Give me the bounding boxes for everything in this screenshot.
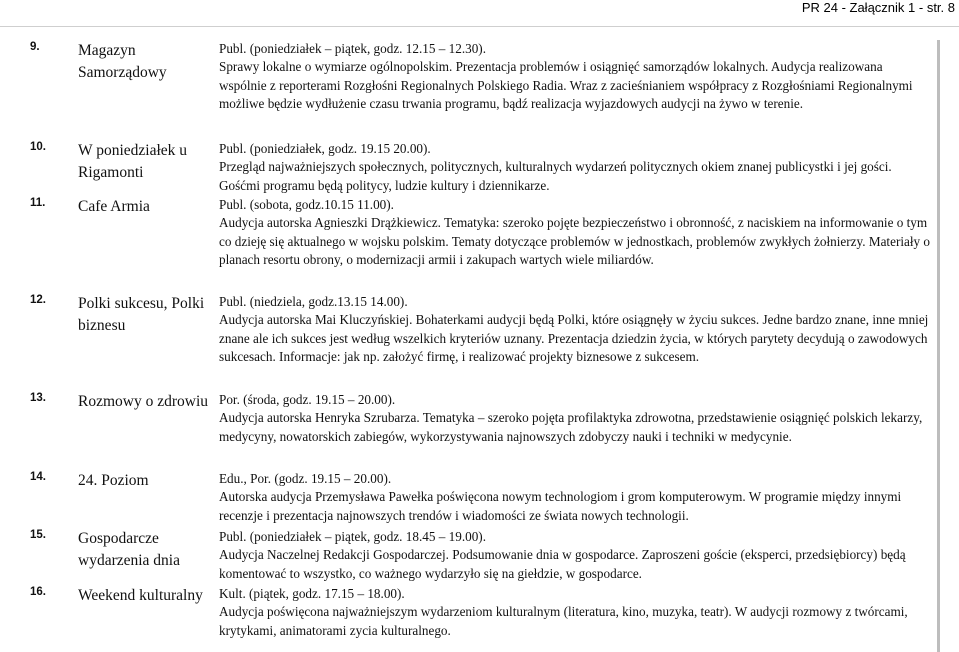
entry-schedule: Publ. (poniedziałek – piątek, godz. 18.45 – 19.00). — [219, 529, 486, 544]
entry-schedule: Publ. (sobota, godz.10.15 11.00). — [219, 197, 394, 212]
entry-schedule: Publ. (poniedziałek – piątek, godz. 12.15 – 12.30). — [219, 41, 486, 56]
entry-body: Sprawy lokalne o wymiarze ogólnopolskim. Prezentacja problemów i osiągnięć samorządów lokalnych. Audycja realizowana wspólnie z reporterami Rozgłośni Regionalnych Polskiego Radia. Wraz z zacieśnianiem współpracy z Rozgłośniami Regionalnymi możliwe będzie wydłużenie czasu trwania programu, bądź realizacja wyjazdowych audycji na żywo w terenie. — [219, 59, 913, 111]
entry-description — [219, 196, 931, 269]
entry-title: 24. Poziom — [78, 472, 149, 489]
entry-schedule: Por. (środa, godz. 19.15 – 20.00). — [219, 392, 396, 407]
entry-number: 9. — [30, 41, 40, 53]
entry-description — [219, 585, 931, 640]
entry-description — [219, 470, 931, 525]
entry-body: Przegląd najważniejszych społecznych, politycznych, kulturalnych wydarzeń politycznych okiem znanej publicystki i jej gości. Gośćmi programu będą politycy, ludzie kultury i dziennikarze. — [219, 159, 892, 193]
entry-description — [219, 293, 931, 366]
entry-number: 15. — [30, 529, 46, 541]
entry-schedule: Edu., Por. (godz. 19.15 – 20.00). — [219, 471, 392, 486]
entry-body: Audycja autorska Mai Kluczyńskiej. Bohaterkami audycji będą Polki, które osiągnęły w życiu sukces. Jedne bardzo znane, inne mniej znane ale ich sukces jest według wszelkich kryteriów uznany. Prezentacja dziedzin życia, w których parytety decydują o zawodowych sukcesach. Informacje: jak np. założyć firmę, i realizować projekty biznesowe z sukcesem. — [219, 312, 929, 364]
table-right-border — [937, 40, 940, 652]
entry-body: Audycja autorska Agnieszki Drążkiewicz. Tematyka: szeroko pojęte bezpieczeństwo i obronność, z naciskiem na informowanie o tym co dzieję się aktualnego w wojsku polskim. Tematy dotyczące problemów w jednostkach, problemów zwykłych żołnierzy. Materiały o planach resortu obrony, o modernizacji armii i zakupach wartych wiele miliardów. — [219, 215, 930, 267]
entry-title: Rozmowy o zdrowiu — [78, 393, 209, 410]
entry-number: 12. — [30, 294, 46, 306]
page-header: PR 24 - Załącznik 1 - str. 8 — [801, 0, 955, 15]
entry-description — [219, 391, 931, 446]
entry-title: Polki sukcesu, Polki biznesu — [78, 295, 205, 334]
entry-number: 13. — [30, 392, 46, 404]
entry-title: Magazyn Samorządowy — [78, 42, 167, 81]
entry-number: 10. — [30, 141, 46, 153]
entry-body: Audycja Naczelnej Redakcji Gospodarczej. Podsumowanie dnia w gospodarce. Zaproszeni goście (eksperci, przedsiębiorcy) będą komentować to wszystko, co ważnego wydarzyło się na giełdzie, w gospodarce. — [219, 547, 906, 581]
entry-number: 14. — [30, 471, 46, 483]
entry-description — [219, 140, 931, 195]
entry-title: Cafe Armia — [78, 198, 150, 215]
entry-schedule: Publ. (niedziela, godz.13.15 14.00). — [219, 294, 408, 309]
entry-description — [219, 40, 931, 113]
entry-title: Weekend kulturalny — [78, 587, 203, 604]
entry-number: 11. — [30, 197, 46, 209]
entry-title: Gospodarcze wydarzenia dnia — [78, 530, 180, 569]
entry-number: 16. — [30, 586, 46, 598]
entry-body: Audycja poświęcona najważniejszym wydarzeniom kulturalnym (literatura, kino, muzyka, teatr). W audycji rozmowy z twórcami, krytykami, animatorami zycia kulturalnego. — [219, 604, 908, 638]
entry-body: Audycja autorska Henryka Szrubarza. Tematyka – szeroko pojęta profilaktyka zdrowotna, przedstawienie osiągnięć polskich lekarzy, medycyny, nowatorskich zabiegów, wykorzystywania najnowszych zdobyczy nauki i techniki w medycynie. — [219, 410, 923, 444]
entry-schedule: Publ. (poniedziałek, godz. 19.15 20.00). — [219, 141, 431, 156]
header-divider — [0, 26, 959, 27]
entry-schedule: Kult. (piątek, godz. 17.15 – 18.00). — [219, 586, 405, 601]
entry-title: W poniedziałek u Rigamonti — [78, 142, 188, 181]
entry-description — [219, 528, 931, 583]
entry-body: Autorska audycja Przemysława Pawełka poświęcona nowym technologiom i grom komputerowym. W programie między innymi recenzje i prezentacja najnowszych trendów i wiadomości ze świata nowych technologii. — [219, 489, 902, 523]
